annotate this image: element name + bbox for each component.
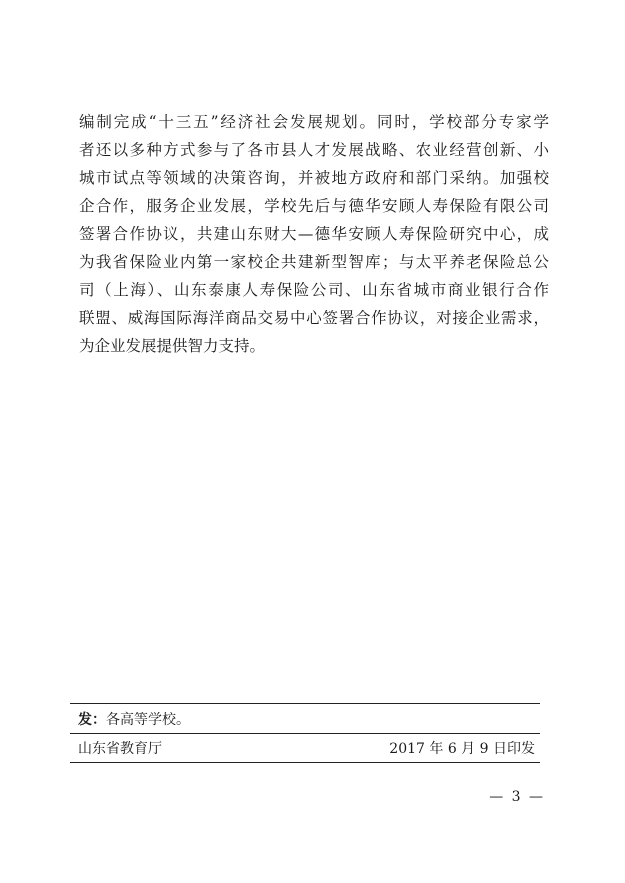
distribution-line	[78, 710, 190, 730]
body-line: 联盟、威海国际海洋商品交易中心签署合作协议，对接企业需求，	[79, 309, 549, 327]
footer-rule-bottom	[70, 762, 540, 763]
issuer: 山东省教育厅	[78, 741, 162, 757]
page-number: — 3 —	[489, 789, 545, 805]
distribution-value: 各高等学校。	[106, 712, 190, 728]
body-line: 企合作，服务企业发展，学校先后与德华安顾人寿保险有限公司	[79, 197, 549, 215]
body-line: 为我省保险业内第一家校企共建新型智库；与太平养老保险总公	[79, 253, 549, 271]
body-line: 城市试点等领域的决策咨询，并被地方政府和部门采纳。加强校	[79, 169, 549, 187]
body-line: 为企业发展提供智力支持。	[79, 337, 266, 355]
footer-rule-top	[70, 703, 540, 704]
footer-rule-middle	[70, 733, 540, 734]
distribution-label: 发：	[78, 712, 106, 728]
body-line: 编制完成“十三五”经济社会发展规划。同时，学校部分专家学	[79, 113, 549, 131]
body-line: 者还以多种方式参与了各市县人才发展战略、农业经营创新、小	[79, 141, 549, 159]
body-line: 司（上海）、山东泰康人寿保险公司、山东省城市商业银行合作	[79, 281, 549, 299]
body-line: 签署合作协议，共建山东财大—德华安顾人寿保险研究中心，成	[79, 225, 549, 243]
body-text	[79, 108, 549, 360]
issue-date: 2017 年 6 月 9 日印发	[389, 741, 535, 757]
